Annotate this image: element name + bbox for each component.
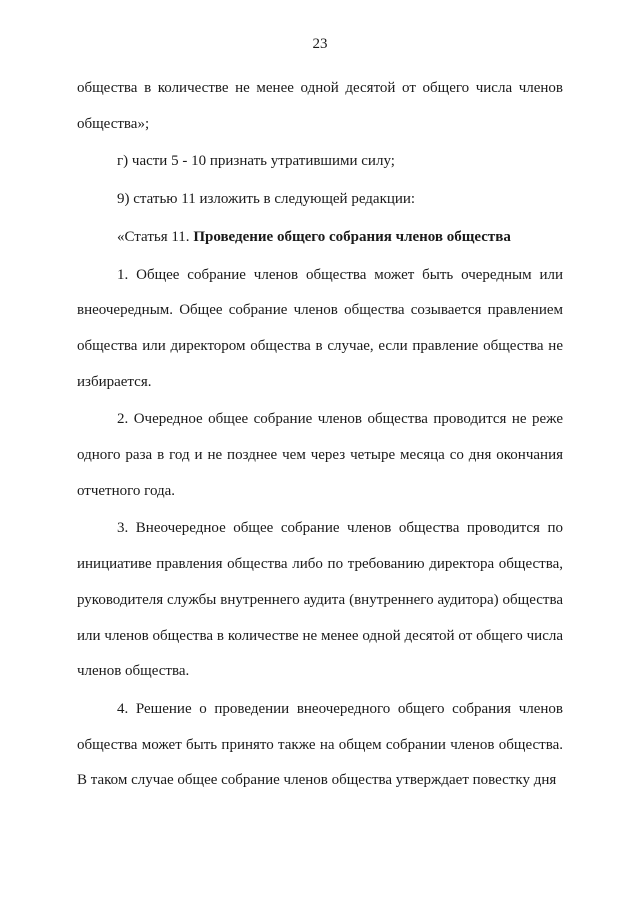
paragraph-item-9: 9) статью 11 изложить в следующей редакции:: [117, 191, 416, 208]
paragraph-item-g: г) части 5 - 10 признать утратившими силу;: [117, 153, 395, 170]
document-body: [77, 71, 563, 799]
paragraph-clause-2: 2. Очередное общее собрание членов общества проводится не реже одного раза в год и не позднее чем через четыре месяца со дня окончания отчетного года.: [77, 411, 563, 499]
paragraph-clause-3: 3. Внеочередное общее собрание членов общества проводится по инициативе правления общества либо по требованию директора общества, руководителя службы внутреннего аудита (внутреннего аудитора) общества или членов общества в количестве не менее одной десятой от общего числа членов общества.: [77, 520, 563, 680]
paragraph-clause-1: 1. Общее собрание членов общества может быть очередным или внеочередным. Общее собрание членов общества созывается правлением общества или директором общества в случае, если правление общества не избирается.: [77, 266, 563, 390]
paragraph-clause-4: 4. Решение о проведении внеочередного общего собрания членов общества может быть принято также на общем собрании членов общества. В таком случае общее собрание членов общества утверждает повестку дня: [77, 700, 563, 789]
article-number: «Статья 11.: [117, 228, 194, 245]
article-heading: [77, 220, 563, 256]
paragraph-continuation: общества в количестве не менее одной десятой от общего числа членов общества»;: [77, 80, 563, 132]
page-number: 23: [312, 36, 328, 52]
article-title: Проведение общего собрания членов общества: [193, 228, 511, 245]
